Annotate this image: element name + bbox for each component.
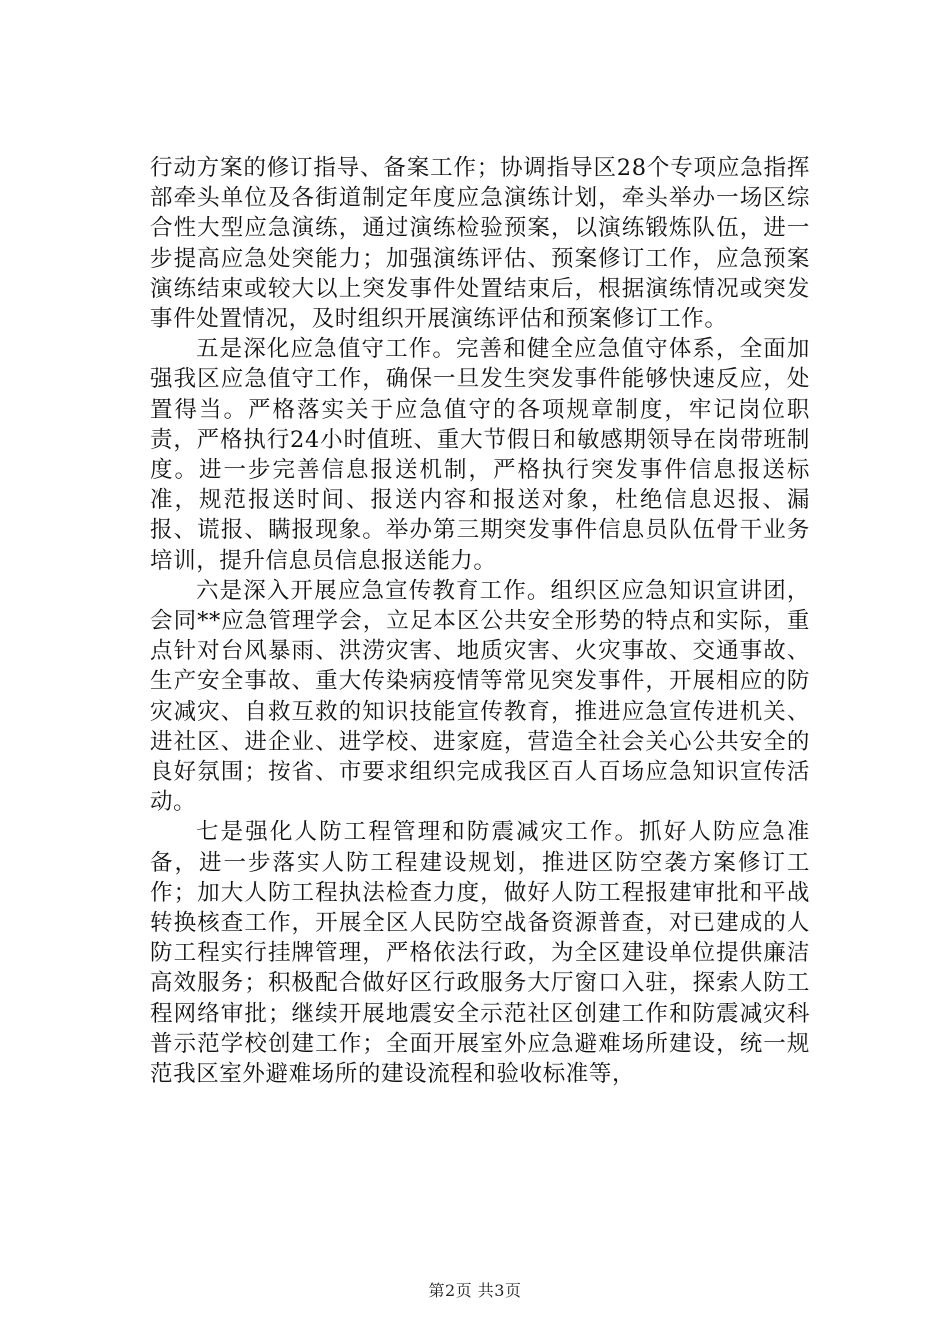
paragraph-duty-work: 五是深化应急值守工作。完善和健全应急值守体系，全面加强我区应急值守工作，确保一旦发生突发事件能够快速反应，处置得当。严格落实关于应急值守的各项规章制度，牢记岗位职责，严格执行24小时值班、重大节假日和敏感期领导在岗带班制度。进一步完善信息报送机制，严格执行突发事件信息报送标准，规范报送时间、报送内容和报送对象，杜绝信息迟报、漏报、谎报、瞒报现象。举办第三期突发事件信息员队伍骨干业务培训，提升信息员信息报送能力。 [150, 336, 810, 574]
paragraph-civil-air-defense: 七是强化人防工程管理和防震减灾工作。抓好人防应急准备，进一步落实人防工程建设规划，推进区防空袭方案修订工作；加大人防工程执法检查力度，做好人防工程报建审批和平战转换核查工作，开展全区人民防空战备资源普查，对已建成的人防工程实行挂牌管理，严格依法行政，为全区建设单位提供廉洁高效服务；积极配合做好区行政服务大厅窗口入驻，探索人防工程网络审批；继续开展地震安全示范社区创建工作和防震减灾科普示范学校创建工作；全面开展室外应急避难场所建设，统一规范我区室外避难场所的建设流程和验收标准等， [150, 819, 810, 1088]
paragraph-continuation: 行动方案的修订指导、备案工作；协调指导区28个专项应急指挥部牵头单位及各街道制定年度应急演练计划，牵头举办一场区综合性大型应急演练，通过演练检验预案，以演练锻炼队伍，进一步提高应急处突能力；加强演练评估、预案修订工作，应急预案演练结束或较大以上突发事件处置结束后，根据演练情况或突发事件处置情况，及时组织开展演练评估和预案修订工作。 [150, 155, 810, 333]
document-body [150, 153, 810, 1089]
paragraph-publicity-education: 六是深入开展应急宣传教育工作。组织区应急知识宣讲团，会同**应急管理学会，立足本区公共安全形势的特点和实际，重点针对台风暴雨、洪涝灾害、地质灾害、火灾事故、交通事故、生产安全事故、重大传染病疫情等常见突发事件，开展相应的防灾减灾、自救互救的知识技能宣传教育，推进应急宣传进机关、进社区、进企业、进学校、进家庭，营造全社会关心公共安全的良好氛围；按省、市要求组织完成我区百人百场应急知识宣传活动。 [150, 577, 810, 816]
page-footer: 第2页 共3页 [428, 1281, 522, 1300]
